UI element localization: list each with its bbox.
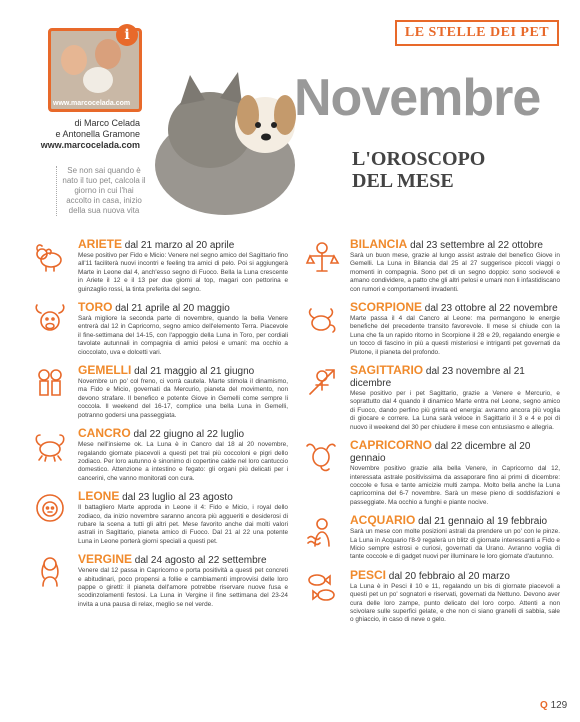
sign-heading — [78, 238, 288, 252]
info-icon: i — [116, 24, 138, 46]
aquarius-icon — [304, 514, 340, 550]
sign-dates: dal 23 luglio al 23 agosto — [122, 492, 233, 504]
sign-heading — [350, 301, 560, 315]
cancer-icon — [32, 427, 68, 463]
scorpio-icon — [304, 301, 340, 337]
sign-heading — [350, 439, 560, 465]
sign-name: GEMELLI — [78, 363, 132, 378]
sign-text: Novembre un po' col freno, ci vorrà cautela. Marte stimola il dinamismo, ma Fido e Micio, governati da Mercurio, pianeta del movimento, non devono strafare. Il benefico e potente Giove in Gemelli come sempre li coccola. Il weekend del 16-17, complice una bella Luna in Gemelli, potranno godersi una passeggiata. — [78, 378, 288, 419]
signs-column-left — [78, 238, 288, 616]
horoscope-entry — [78, 553, 288, 609]
sign-heading — [350, 569, 560, 583]
sign-name: SAGITTARIO — [350, 363, 424, 378]
sign-dates: dal 23 ottobre al 22 novembre — [424, 303, 558, 315]
sign-heading — [78, 427, 288, 441]
sign-name: PESCI — [350, 567, 387, 582]
author-face — [61, 45, 87, 75]
sign-dates: dal 22 giugno al 22 luglio — [133, 429, 245, 441]
byline-coauthor: e Antonella Gramone — [55, 129, 140, 139]
magazine-logo: Q — [540, 700, 548, 711]
sagittarius-icon — [304, 364, 340, 400]
horoscope-entry — [78, 238, 288, 294]
page-number — [540, 700, 567, 711]
signs-column-right — [350, 238, 560, 632]
subtitle-line: DEL MESE — [352, 170, 454, 192]
sign-name: VERGINE — [78, 552, 133, 567]
dog-figure — [83, 67, 113, 93]
horoscope-entry — [350, 569, 560, 625]
sign-heading — [78, 301, 288, 315]
horoscope-entry — [78, 427, 288, 483]
photo-caption: www.marcocelada.com — [53, 100, 131, 107]
sign-heading — [78, 490, 288, 504]
aries-icon — [32, 238, 68, 274]
sign-text: Il battagliero Marte approda in Leone il 4: Fido e Micio, i royal dello zodiaco, da inizio novembre saranno ancora più aggueriti e desiderosi di rubare la scena a tutti gli altri pet. Mese favorito anche dai molti valori astrali in Sagittario, pianeta amico di Fuoco. Dal 21 al 22 una potente Luna in Leone porterà giorni speciali a questi pet. — [78, 504, 288, 545]
sign-text: Sarà un mese con molte posizioni astrali da prendere un po' con le pinze. La Luna in Acquario l'8-9 regalerà un blitz di giornate interessanti a Fido e Micio sempre estrosi e curiosi, governati da Urano. Avranno voglia di tante coccole e di gadget nuovi per illuminare le loro giornate d'autunno. — [350, 528, 560, 561]
sign-dates: dal 21 maggio al 21 giugno — [134, 366, 255, 378]
horoscope-entry — [350, 238, 560, 294]
byline-author: di Marco Celada — [74, 118, 140, 128]
sign-dates: dal 21 aprile al 20 maggio — [115, 303, 230, 315]
page-number-value: 129 — [550, 700, 568, 711]
page-title: Novembre — [294, 69, 541, 127]
sign-dates: dal 22 dicembre al 20 gennaio — [350, 441, 531, 465]
sign-text: Sarà migliore la seconda parte di novembre, quando la bella Venere entrerà dal 12 in Capricorno, segno amico dell'elemento Terra. Piacevole il fine-settimana del 14-15, con l'appoggio della Luna in Toro, per cordiali tavolate autunnali in compagnia di amici pelosi e umani: ma occhio a cioccolato, uva e dolcetti vari. — [78, 315, 288, 356]
horoscope-entry — [350, 514, 560, 562]
sign-text: Mese positivo per i pet Sagittario, grazie a Venere e Mercurio, e soprattutto dal 4 quando il dinamico Marte entra nel Leone, segno amico di Fuoco, dando perfino più grinta ed energia: avranno ancora più voglia di giocare e correre. La Luna sarà veloce in Sagittario il 3 e 4 e poi di nuovo il weekend del 30 per chiudere il mese con entusiasmo e allegria. — [350, 390, 560, 431]
sign-heading — [350, 238, 560, 252]
horoscope-entry — [78, 490, 288, 546]
horoscope-entry — [78, 301, 288, 357]
sign-dates: dal 24 agosto al 22 settembre — [134, 555, 267, 567]
horoscope-entry — [350, 439, 560, 507]
subtitle-line: L'OROSCOPO — [352, 148, 486, 170]
libra-icon — [304, 238, 340, 274]
sign-dates: dal 21 marzo al 20 aprile — [124, 240, 235, 251]
sign-name: CAPRICORNO — [350, 438, 433, 453]
sign-text: Marte passa il 4 dal Cancro al Leone: ma permangono le energie benefiche del precedente transito favorevole. Il mese si chiude con la Luna che fa un rapido ritorno in Scorpione il 28 e 29, regalando energie e un tocco di fascino in più a questi misteriosi e intriganti pet governati da Plutone, il pianeta del profondo. — [350, 315, 560, 356]
horoscope-entry — [78, 364, 288, 420]
leo-icon — [32, 490, 68, 526]
sign-text: Novembre positivo grazie alla bella Venere, in Capricorno dal 12, interessata astrale positivissima da assaporare fino ai primi di dicembre: coccole e fusa e tante amicizie multi zampa. Molto bella anche la Luna capricornina del 6-7 novembre. Sarà un mese pieno di soddisfazioni e passeggiate. Ma occhio a funghi e piante nocive. — [350, 465, 560, 506]
virgo-icon — [32, 553, 68, 589]
sign-dates: dal 23 novembre al 21 dicembre — [350, 366, 525, 390]
sign-name: TORO — [78, 300, 113, 315]
sign-dates: dal 23 settembre al 22 ottobre — [410, 240, 543, 251]
horoscope-entry — [350, 364, 560, 432]
sign-text: Mese nell'insieme ok. La Luna è in Cancro dal 18 al 20 novembre, regalando giornate piacevoli a questi pet trai più coccoloni e pigri dello zodiaco. Per loro autunno è sinonimo di copertine calde nel loro cantuccio domestico. Attenzione a intestino e fegato: gli organi più delicati per i cancerini, che vanno monitorati con cura. — [78, 441, 288, 482]
capricorn-icon — [304, 439, 340, 475]
sign-name: BILANCIA — [350, 237, 408, 251]
sign-name: CANCRO — [78, 426, 131, 441]
pisces-icon — [304, 569, 340, 605]
gemini-icon — [32, 364, 68, 400]
intro-note: Se non sai quando è nato il tuo pet, calcola il giorno in cui l'hai accolto in casa, inizio della sua nuova vita — [56, 166, 147, 216]
taurus-icon — [32, 301, 68, 337]
sign-heading — [78, 364, 288, 378]
sign-dates: dal 21 gennaio al 19 febbraio — [418, 516, 548, 528]
byline — [40, 118, 140, 151]
page-subtitle — [352, 148, 485, 192]
sign-name: ARIETE — [78, 237, 123, 251]
sign-name: SCORPIONE — [350, 300, 423, 315]
sign-name: LEONE — [78, 489, 120, 504]
section-label: LE STELLE DEI PET — [395, 20, 559, 46]
author-face — [95, 39, 121, 69]
byline-website[interactable]: www.marcocelada.com — [40, 140, 140, 150]
sign-dates: dal 20 febbraio al 20 marzo — [388, 570, 510, 582]
sign-heading — [78, 553, 288, 567]
sign-heading — [350, 514, 560, 528]
sign-name: ACQUARIO — [350, 513, 416, 528]
sign-text: Venere dal 12 passa in Capricorno e porta positività a questi pet concreti e abitudinari, poco propensi a follie e cambiamenti improvvisi delle loro pappe o giretti: il pianeta dell'amore potrebbe riservare nuove fusa e scodinzolamenti festosi. La Luna in Vergine il fine settimana del 23-24 invita a una pausa di relax, meglio se nel verde. — [78, 567, 288, 608]
sign-heading — [350, 364, 560, 390]
horoscope-entry — [350, 301, 560, 357]
sign-text: Sarà un buon mese, grazie al lungo assist astrale del benefico Giove in Gemelli. La Luna in Bilancia dal 25 al 27 suggerisce piccoli viaggi o momenti in compagnia. Sono pet di un segno doppio: sono socievoli e amano condividere, a patto che gli altri pelosi e umani non li infastidiscano con rumori e comportamenti invadenti. — [350, 252, 560, 293]
sign-text: Mese positivo per Fido e Micio: Venere nel segno amico del Sagittario fino all'11 faciliterà nuovi incontri e feeling tra amici di pelo. Poi si aggiungerà Marte in Leone dal 4, anch'esso segno di Fuoco. Bella la Luna crescente in Ariete il 12 e il 13 per due giorni al top, magari con pettorina e guinzaglio rossi, la tinta preferita del segno. — [78, 252, 288, 293]
sign-text: La Luna è in Pesci il 10 e 11, regalando un bis di giornate piacevoli a questi pet un po' sognatori e riservati, governati da Nettuno. Devono aver cura delle loro zampe, punto delicato del loro corpo. Attenti a non scivolare sulle superfici gelate, e che non ci siano granelli di sabbia, sale o ghiaccio, in caso di neve o gelo. — [350, 582, 560, 624]
